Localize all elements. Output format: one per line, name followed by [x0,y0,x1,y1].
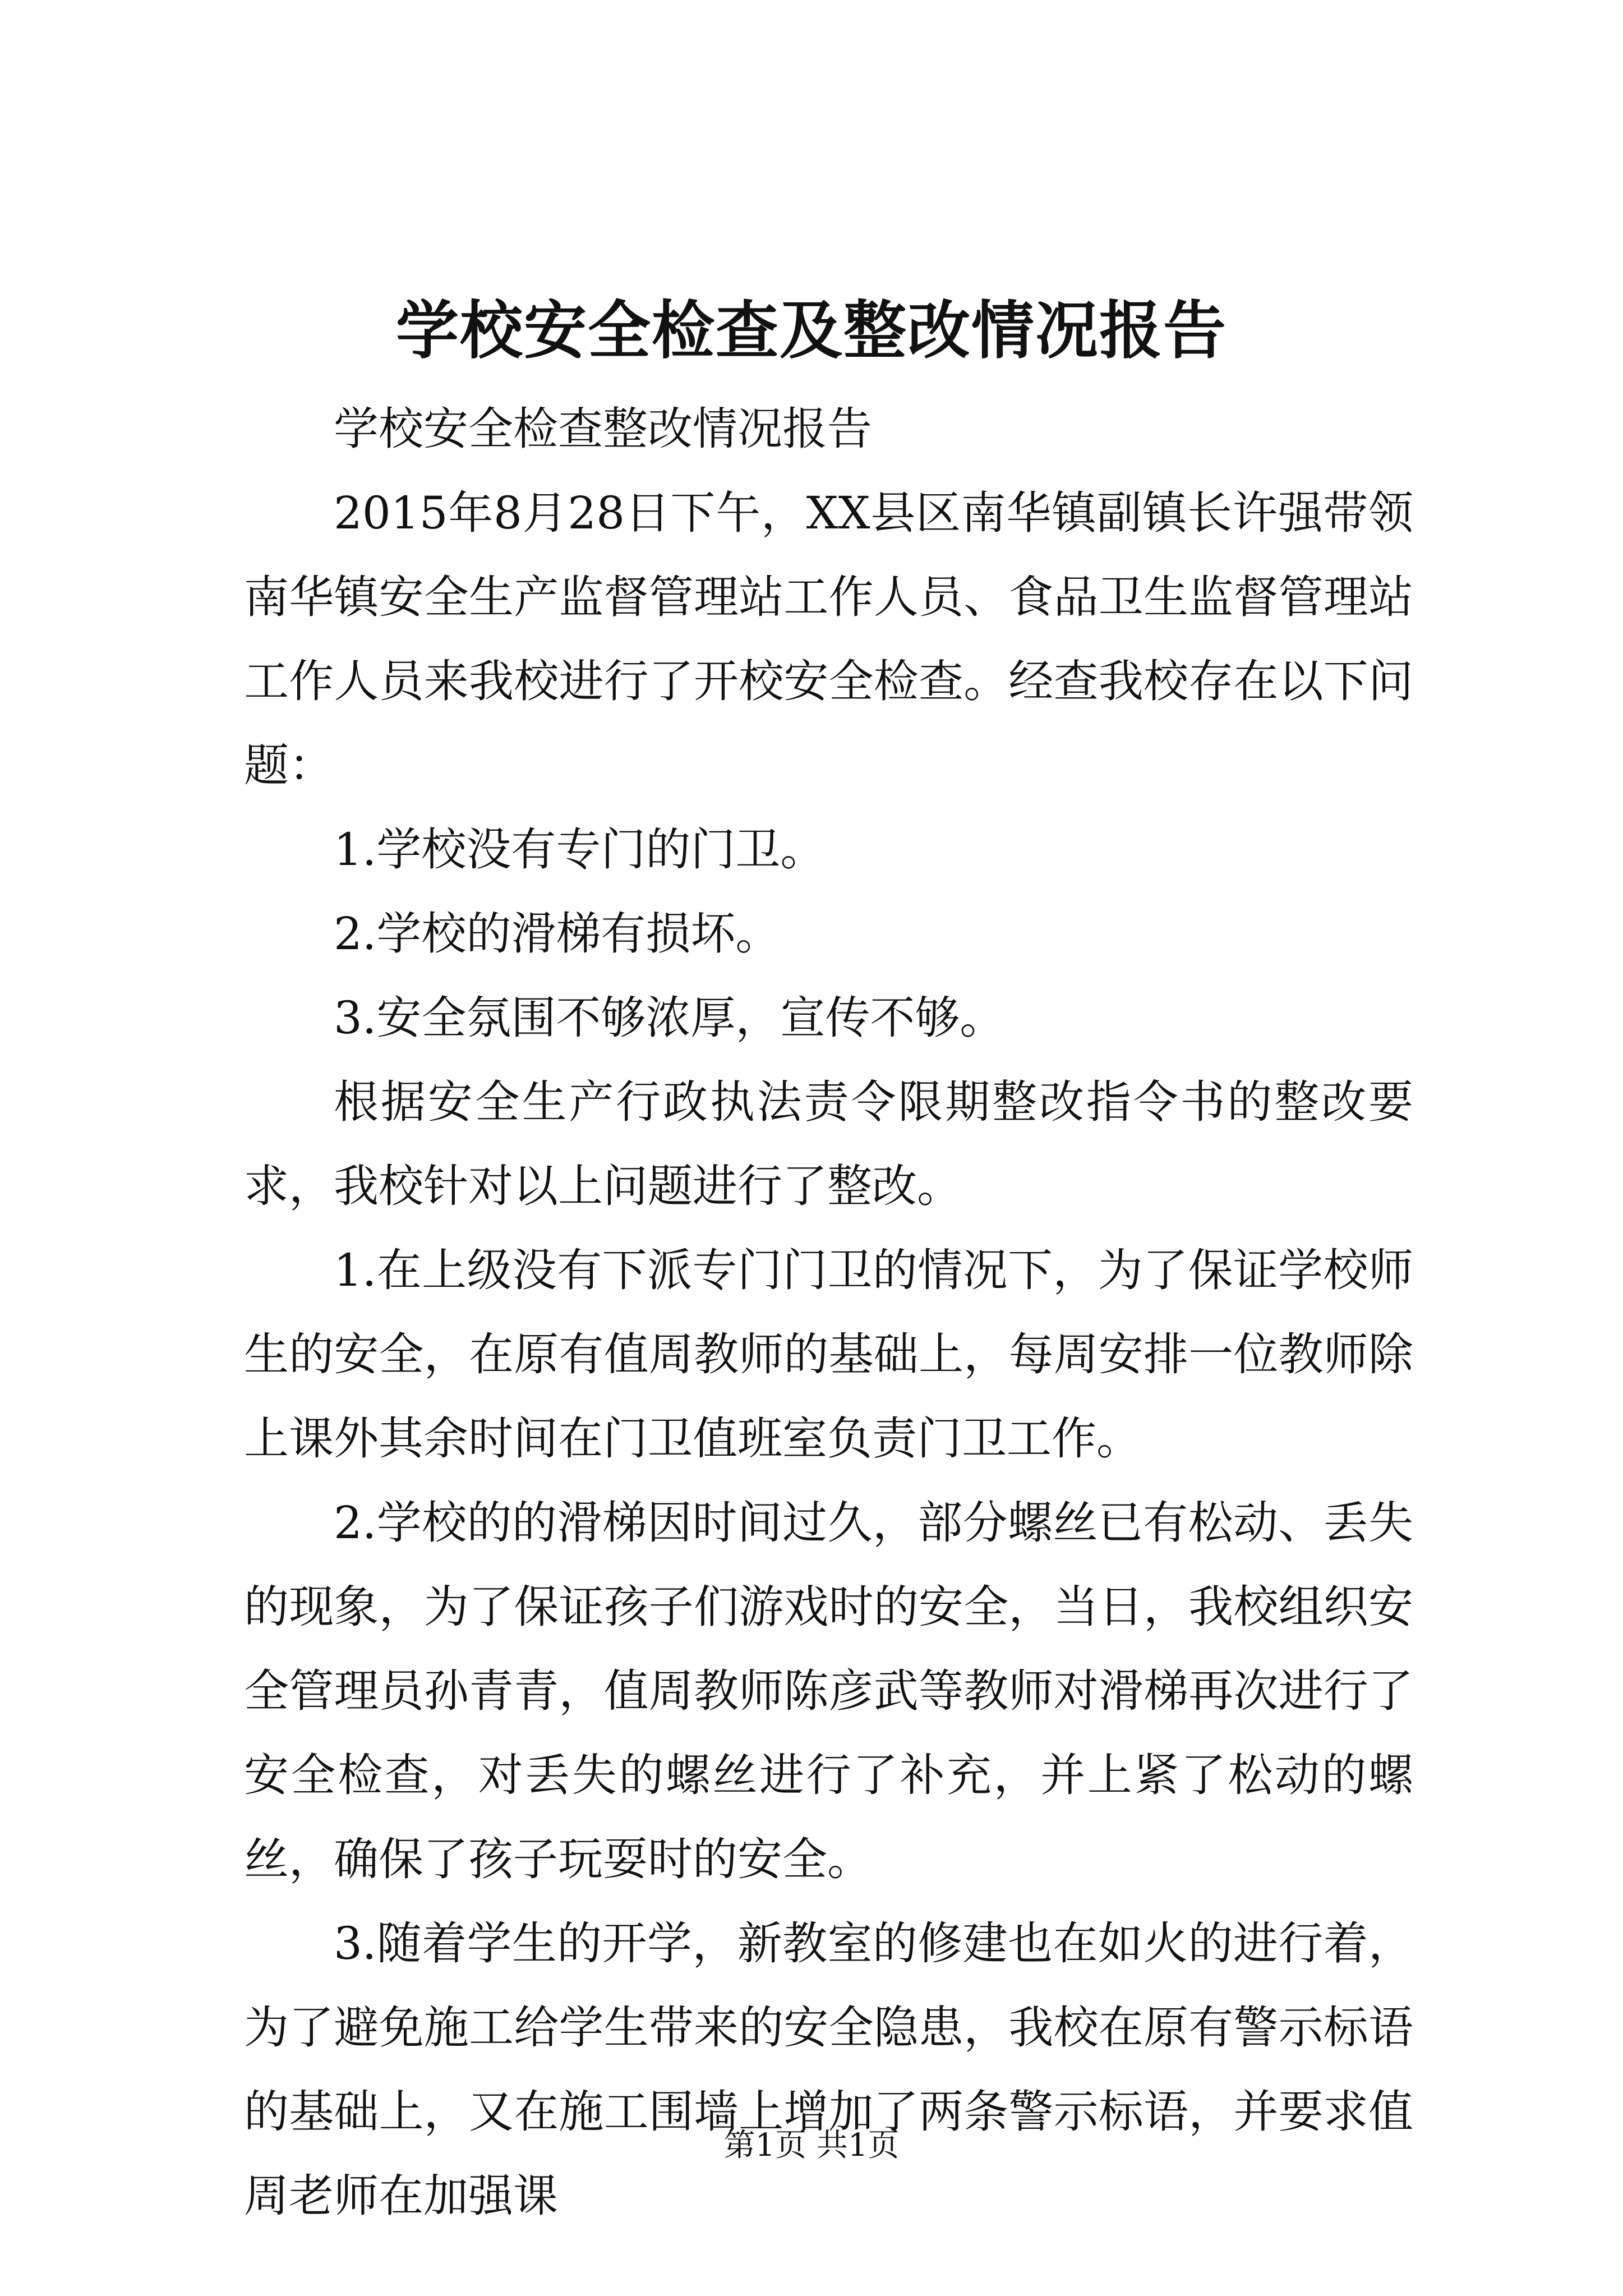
paragraph-rectification-2: 2.学校的的滑梯因时间过久，部分螺丝已有松动、丢失的现象，为了保证孩子们游戏时的安全，当日，我校组织安全管理员孙青青，值周教师陈彦武等教师对滑梯再次进行了安全检查，对丢失的螺丝进行了补充，并上紧了松动的螺丝，确保了孩子玩耍时的安全。 [244,1497,1413,1885]
paragraph-subtitle: 学校安全检查整改情况报告 [334,403,872,455]
page-footer: 第1页 共1页 [723,2127,900,2164]
paragraph-inspection-intro: 2015年8月28日下午，XX县区南华镇副镇长许强带领南华镇安全生产监督管理站工作人员、食品卫生监督管理站工作人员来我校进行了开校安全检查。经查我校存在以下问题： [244,487,1413,792]
document-title: 学校安全检查及整改情况报告 [396,294,1227,367]
paragraph-problem-1: 1.学校没有专门的门卫。 [334,823,826,876]
paragraph-problem-3: 3.安全氛围不够浓厚，宣传不够。 [334,992,1005,1044]
paragraph-rectification-intro: 根据安全生产行政执法责令限期整改指令书的整改要求，我校针对以上问题进行了整改。 [244,1076,1413,1212]
paragraph-rectification-1: 1.在上级没有下派专门门卫的情况下，为了保证学校师生的安全，在原有值周教师的基础上，每周安排一位教师除上课外其余时间在门卫值班室负责门卫工作。 [244,1244,1413,1465]
paragraph-rectification-3: 3.随着学生的开学，新教室的修建也在如火的进行着，为了避免施工给学生带来的安全隐患，我校在原有警示标语的基础上，又在施工围墙上增加了两条警示标语，并要求值周老师在加强课 [244,1917,1413,2222]
paragraph-problem-2: 2.学校的滑梯有损坏。 [334,908,781,960]
document-body [244,387,1413,2238]
